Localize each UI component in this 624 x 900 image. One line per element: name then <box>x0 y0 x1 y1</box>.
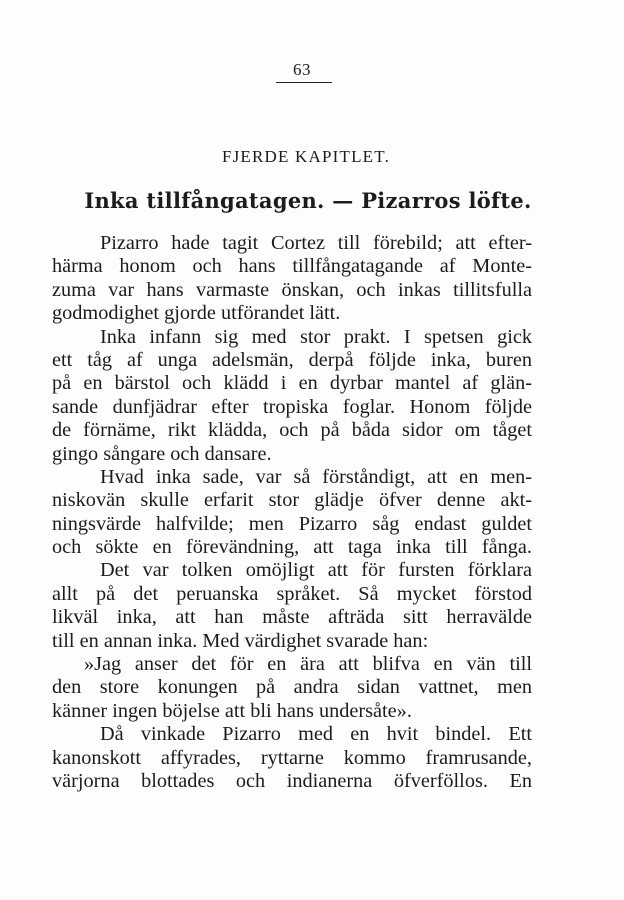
text-line: sande dunfjädrar efter tropiska foglar. Honom följde <box>52 395 532 418</box>
text-line: gingo sångare och dansare. <box>52 442 272 465</box>
text-line: till en annan inka. Med värdighet svarade han: <box>52 629 429 652</box>
chapter-title: Inka tillfångatagen. — Pizarros löfte. <box>84 188 532 213</box>
text-line: niskovän skulle erfarit stor glädje öfver denne akt- <box>52 489 532 512</box>
text-line: allt på det peruanska språket. Så mycket förstod <box>52 582 532 605</box>
text-line: Då vinkade Pizarro med en hvit bindel. Ett <box>100 723 532 746</box>
page-number: 63 <box>293 60 311 79</box>
text-line: på en bärstol och klädd i en dyrbar mantel af glän- <box>52 372 532 395</box>
text-line: Pizarro hade tagit Cortez till förebild; att efter- <box>100 232 532 254</box>
body-text <box>52 232 532 793</box>
text-line: »Jag anser det för en ära att blifva en vän till <box>84 653 532 676</box>
text-line: ett tåg af unga adelsmän, derpå följde inka, buren <box>52 348 532 371</box>
text-line: de förnäme, rikt klädda, och på båda sidor om tåget <box>52 419 532 442</box>
text-line: likväl inka, att han måste afträda sitt herravälde <box>52 606 532 629</box>
text-line: härma honom och hans tillfångatagande af Monte- <box>52 255 532 278</box>
text-line: Inka infann sig med stor prakt. I spetsen gick <box>100 325 532 348</box>
text-line: zuma var hans varmaste önskan, och inkas tillitsfulla <box>52 278 532 301</box>
text-line: och sökte en förevändning, att taga inka till fånga. <box>52 536 532 559</box>
text-line: Det var tolken omöjligt att för fursten förklara <box>100 559 532 582</box>
chapter-heading: FJERDE KAPITLET. <box>221 147 391 166</box>
text-line: godmodighet gjorde utförandet lätt. <box>52 302 341 325</box>
text-line: kanonskott affyrades, ryttarne kommo framrusande, <box>52 746 532 769</box>
text-line: ningsvärde halfvilde; men Pizarro såg endast guldet <box>52 512 532 535</box>
page-number-rule <box>276 82 332 83</box>
text-line: Hvad inka sade, var så förståndigt, att en men- <box>100 465 532 488</box>
text-line: värjorna blottades och indianerna öfverföllos. En <box>52 769 532 792</box>
text-line: den store konungen på andra sidan vattnet, men <box>52 676 532 699</box>
text-line: känner ingen böjelse att bli hans undersåte». <box>52 699 412 722</box>
